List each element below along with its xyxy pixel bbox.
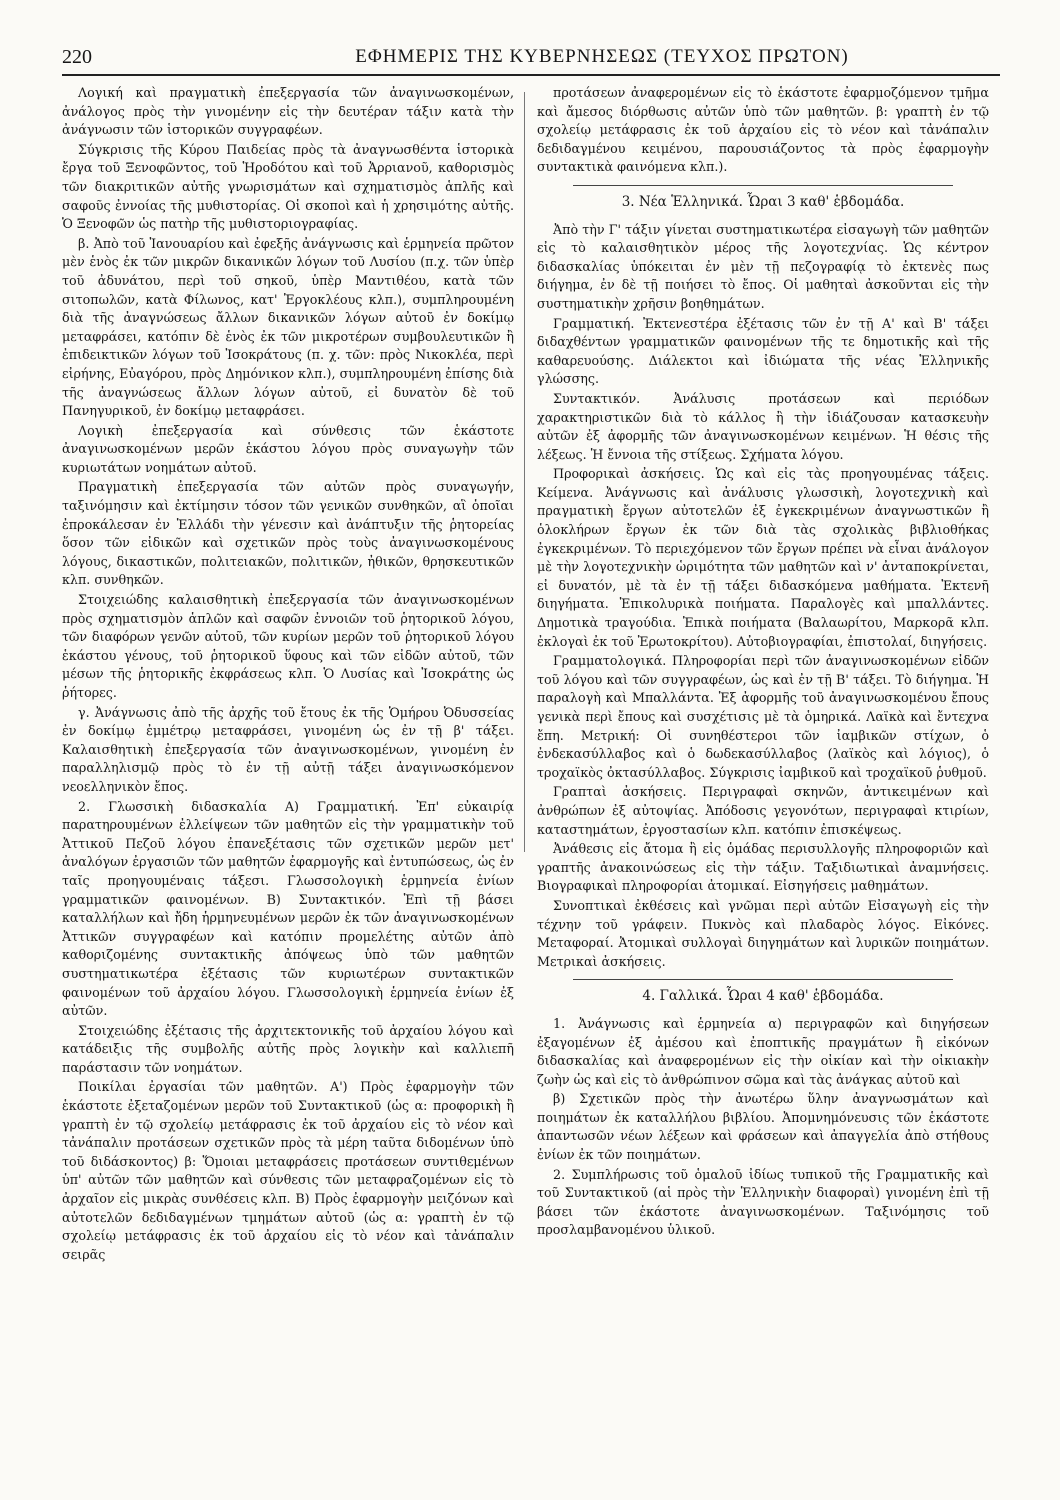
paragraph: Προφορικαὶ ἀσκήσεις. Ὡς καὶ εἰς τὰς προηγουμένας τάξεις. Κείμενα. Ἀνάγνωσις καὶ ἀνάλυσις γλωσσικὴ, λογοτεχνικὴ καὶ πραγματικὴ ἔργων αὐτοτελῶν ἐξ ἐγκεκριμένων ἀναγνωστικῶν ἢ ὁλοκλήρων ἔργων ἐκ τῶν διὰ τὰς σχολικὰς βιβλιοθήκας ἐγκεκριμένων. Τὸ περιεχόμενον τῶν ἔργων πρέπει νὰ εἶναι ἀνάλογον μὲ τὴν λογοτεχνικὴν ὡριμότητα τῶν μαθητῶν καὶ ν' ἀνταποκρίνεται, εἰ δυνατόν, μὲ τὰ ἐν τῇ τάξει διδασκόμενα μαθήματα. Ἐκτενῆ διηγήματα. Ἐπικολυρικὰ ποιήματα. Παραλογὲς καὶ μπαλλάντες. Δημοτικὰ τραγούδια. Ἐπικὰ ποιήματα (Βαλαωρίτου, Μαρκορᾶ κλπ. ἐκλογαὶ ἐκ τοῦ Ἐρωτοκρίτου). Αὐτοβιογραφίαι, ἐπιστολαί, διηγήσεις.: [537, 466, 989, 649]
paragraph: Λογική καὶ πραγματικὴ ἐπεξεργασία τῶν ἀναγινωσκομένων, ἀνάλογος πρὸς τὴν γινομένην εἰς τὴν δευτέραν τάξιν κατὰ τὴν ἀνάγνωσιν τῶν ἱστορικῶν συγγραφέων.: [62, 85, 514, 138]
paragraph: γ. Ἀνάγνωσις ἀπὸ τῆς ἀρχῆς τοῦ ἔτους ἐκ τῆς Ὁμήρου Ὀδυσσείας ἐν δοκίμῳ ἐμμέτρῳ μεταφράσει, γινομένη ὡς ἐν τῇ β' τάξει. Καλαισθητικὴ ἐπεξεργασία τῶν ἀναγινωσκομένων, γινομένη ἐν παραλληλισμῷ πρὸς τὸ ἐν τῇ αὐτῇ τάξει ἀναγινωσκόμενον νεοελληνικὸν ἔπος.: [62, 704, 514, 794]
section-divider: [573, 979, 953, 980]
section-heading-modern-greek: 3. Νέα Ἑλληνικά. Ὧραι 3 καθ' ἑβδομάδα.: [621, 193, 905, 210]
paragraph: 1. Ἀνάγνωσις καὶ ἑρμηνεία α) περιγραφῶν καὶ διηγήσεων ἐξαγομένων ἐξ ἀμέσου καὶ ἐποπτικῆς πραγμάτων ἢ εἰκόνων διδασκαλίας καὶ ἀναφερομένων εἰς τὴν οἰκίαν καὶ τὴν οἰκιακὴν ζωὴν ὡς καὶ εἰς τὸ ἀνθρώπινον σῶμα καὶ τὰς ἀνάγκας αὐτοῦ καὶ: [537, 1015, 989, 1087]
column-divider: [524, 92, 525, 852]
paragraph: 2. Συμπλήρωσις τοῦ ὁμαλοῦ ἰδίως τυπικοῦ τῆς Γραμματικῆς καὶ τοῦ Συντακτικοῦ (αἱ πρὸς τὴν Ἑλληνικὴν διαφοραὶ) γινομένη ἐπὶ τῇ βάσει τῶν ἑκάστοτε ἀναγινωσκομένων. Ταξινόμησις τοῦ προσλαμβανομένου ὑλικοῦ.: [537, 1166, 989, 1238]
left-column: [62, 84, 514, 1464]
paragraph: Πραγματικὴ ἐπεξεργασία τῶν αὐτῶν πρὸς συναγωγήν, ταξινόμησιν καὶ ἐκτίμησιν τόσον τῶν γενικῶν συνθηκῶν, αἳ ὁποῖαι ἐπροκάλεσαν ἐν Ἑλλάδι τὴν γένεσιν καὶ ἀνάπτυξιν τῆς ῥητορείας ὅσον τῶν εἰδικῶν καὶ σχετικῶν πρὸς τοὺς ἀναγινωσκομένους λόγους, δικαστικῶν, πολιτειακῶν, πολιτικῶν, ἠθικῶν, θρησκευτικῶν κλπ. συνθηκῶν.: [62, 479, 514, 588]
paragraph: Ἀπὸ τὴν Γ' τάξιν γίνεται συστηματικωτέρα εἰσαγωγὴ τῶν μαθητῶν εἰς τὸ καλαισθητικὸν μέρος τῆς λογοτεχνίας. Ὡς κέντρον διδασκαλίας ὑπόκειται ἐν μὲν τῇ πεζογραφίᾳ τὸ ἐκτενὲς πως διήγημα, ἐν δὲ τῇ ποιήσει τὸ ἔπος. Οἱ μαθηταὶ ἀσκοῦνται εἰς τὴν συστηματικὴν χρῆσιν βοηθημάτων.: [537, 221, 989, 311]
paragraph: β) Σχετικῶν πρὸς τὴν ἀνωτέρω ὕλην ἀναγνωσμάτων καὶ ποιημάτων ἐκ καταλλήλου βιβλίου. Ἀπομνημόνευσις τῶν ἑκάστοτε ἀπαντωσῶν νέων λέξεων καὶ φράσεων καὶ ἀπαγγελία ἀπὸ στήθους ἐνίων ἐκ τῶν ποιημάτων.: [537, 1091, 989, 1163]
paragraph: Σύγκρισις τῆς Κύρου Παιδείας πρὸς τὰ ἀναγνωσθέντα ἱστορικὰ ἔργα τοῦ Ξενοφῶντος, τοῦ Ἡροδότου καὶ τοῦ Ἀρριανοῦ, καθορισμὸς τῶν διακριτικῶν αὐτῆς γνωρισμάτων καὶ σχηματισμὸς ἁπλῆς καὶ σαφοῦς ἐννοίας τῆς μυθιστορίας. Οἱ σκοποὶ καὶ ἡ χρησιμότης αὐτῆς. Ὁ Ξενοφῶν ὡς πατὴρ τῆς μυθιστοριογραφίας.: [62, 141, 514, 232]
paragraph: Στοιχειώδης καλαισθητικὴ ἐπεξεργασία τῶν ἀναγινωσκομένων πρὸς σχηματισμὸν ἁπλῶν καὶ σαφῶν ἐννοιῶν τοῦ ῥητορικοῦ λόγου, τῶν διαφόρων γενῶν αὐτοῦ, τῶν κυρίων μερῶν τοῦ ῥητορικοῦ λόγου ἑκάστου γένους, τοῦ ῥητορικοῦ ὕφους καὶ τῶν εἰδῶν αὐτοῦ, τῶν μέσων τῆς ῥητορικῆς ἐκφράσεως κλπ. Ὁ Λυσίας καὶ Ἰσοκράτης ὡς ῥήτορες.: [62, 592, 514, 700]
paragraph: Ἀνάθεσις εἰς ἄτομα ἢ εἰς ὁμάδας περισυλλογῆς πληροφοριῶν καὶ γραπτῆς ἀνακοινώσεως εἰς τὴν τάξιν. Ταξιδιωτικαὶ ἀναμνήσεις. Βιογραφικαὶ πληροφορίαι ἀτομικαί. Εἰσηγήσεις μαθημάτων.: [537, 841, 989, 894]
paragraph: Συντακτικόν. Ἀνάλυσις προτάσεων καὶ περιόδων χαρακτηριστικῶν διὰ τὸ κάλλος ἢ τὴν ἰδιάζουσαν κατασκευὴν αὐτῶν ἐξ ἀφορμῆς τῶν ἀναγινωσκομένων κειμένων. Ἡ θέσις τῆς λέξεως. Ἡ ἔννοια τῆς στίξεως. Σχήματα λόγου.: [537, 390, 989, 462]
page-number: 220: [62, 46, 92, 68]
paragraph: Λογικὴ ἐπεξεργασία καὶ σύνθεσις τῶν ἑκάστοτε ἀναγινωσκομένων μερῶν ἑκάστου λόγου πρὸς συναγωγὴν τῶν κυριωτάτων νοημάτων αὐτοῦ.: [62, 422, 514, 475]
right-column: [537, 84, 989, 1464]
paragraph: Ποικίλαι ἐργασίαι τῶν μαθητῶν. Α') Πρὸς ἐφαρμογὴν τῶν ἑκάστοτε ἐξεταζομένων μερῶν τοῦ Συντακτικοῦ (ὡς α: προφορικὴ ἢ γραπτὴ ἐν τῷ σχολείῳ μετάφρασις ἐκ τοῦ ἀρχαίου εἰς τὸ νέον καὶ τἀνάπαλιν προτάσεων σχετικῶν πρὸς τὰ μέρη ταῦτα διδομένων ὑπὸ τοῦ διδάσκοντος) β: Ὅμοιαι μεταφράσεις προτάσεων συντιθεμένων ὑπ' αὐτῶν τῶν μαθητῶν καὶ σύνθεσις τῶν μεταφραζομένων εἰς τὸ ἀρχαῖον εἰς μικρὰς συνθέσεις κλπ. Β) Πρὸς ἐφαρμογὴν μειζόνων καὶ αὐτοτελῶν δεδιδαγμένων τμημάτων αὐτοῦ (ὡς α: γραπτὴ ἐν τῷ σχολείῳ μετάφρασις ἐκ τοῦ ἀρχαίου εἰς τὸ νέον καὶ τἀνάπαλιν σειρᾶς: [62, 1079, 514, 1262]
paragraph: Γραμματολογικά. Πληροφορίαι περὶ τῶν ἀναγινωσκομένων εἰδῶν τοῦ λόγου καὶ τῶν συγγραφέων, ὡς καὶ ἐν τῇ Β' τάξει. Τὸ διήγημα. Ἡ παραλογὴ καὶ Μπαλλάντα. Ἐξ ἀφορμῆς τοῦ ἀναγινωσκομένου ἔπους γενικὰ περὶ ἔπους καὶ συσχέτισις μὲ τὰ ὁμηρικά. Λαϊκὰ καὶ ἔντεχνα ἔπη. Μετρική: Οἱ συνηθέστεροι τῶν ἰαμβικῶν στίχων, ὁ ἐνδεκασύλλαβος καὶ ὁ δωδεκασύλλαβος (λαϊκὸς καὶ λόγιος), ὁ τροχαϊκὸς ὀκτασύλλαβος. Σύγκρισις ἰαμβικοῦ καὶ τροχαϊκοῦ ῥυθμοῦ.: [537, 653, 989, 780]
paragraph: Γραμματική. Ἐκτενεστέρα ἐξέτασις τῶν ἐν τῇ Α' καὶ Β' τάξει διδαχθέντων γραμματικῶν φαινομένων τῆς τε δημοτικῆς καὶ τῆς καθαρευούσης. Διάλεκτοι καὶ ἰδιώματα τῆς νέας Ἑλληνικῆς γλώσσης.: [537, 315, 989, 387]
paragraph: 2. Γλωσσικὴ διδασκαλία Α) Γραμματική. Ἐπ' εὐκαιρίᾳ παρατηρουμένων ἐλλείψεων τῶν μαθητῶν εἰς τὴν γραμματικὴν τοῦ Ἀττικοῦ Πεζοῦ λόγου ἐπανεξέτασις τῶν σχετικῶν μερῶν μετ' ἀναλόγων ἐργασιῶν τῶν μαθητῶν ἐφαρμογῆς καὶ ἐντυπώσεως, ὡς ἐν ταῖς προηγουμέναις τάξεσι. Γλωσσολογικὴ ἑρμηνεία ἐνίων γραμματικῶν φαινομένων. Β) Συντακτικόν. Ἐπὶ τῇ βάσει καταλλήλων καὶ ἤδη ἡρμηνευμένων μερῶν ἐκ τῶν ἀναγινωσκομένων Ἀττικῶν συγγραφέων καὶ κατόπιν προμελέτης αὐτῶν ἀπὸ καθοριζομένης συντακτικῆς ἀπόψεως ὑπὸ τῶν μαθητῶν συστηματικωτέρα ἐξέτασις τῶν κυριωτέρων συντακτικῶν φαινομένων τοῦ ἀρχαίου λόγου. Γλωσσολογικὴ ἑρμηνεία ἐνίων ἐξ αὐτῶν.: [62, 798, 514, 1019]
section-divider: [573, 185, 953, 186]
paragraph: Συνοπτικαὶ ἐκθέσεις καὶ γνῶμαι περὶ αὐτῶν Εἰσαγωγὴ εἰς τὴν τέχνην τοῦ γράφειν. Πυκνὸς καὶ πλαδαρὸς λόγος. Εἰκόνες. Μεταφοραί. Ἀτομικαὶ συλλογαὶ διηγημάτων καὶ λυρικῶν ποιημάτων. Μετρικαὶ ἀσκήσεις.: [537, 897, 989, 969]
paragraph: Γραπταὶ ἀσκήσεις. Περιγραφαὶ σκηνῶν, ἀντικειμένων καὶ ἀνθρώπων ἐξ αὐτοψίας. Ἀπόδοσις γεγονότων, περιγραφαὶ κτιρίων, καταστημάτων, ἐργοστασίων κλπ. κατόπιν ἐπισκέψεως.: [537, 784, 989, 837]
paragraph: β. Ἀπὸ τοῦ Ἰανουαρίου καὶ ἐφεξῆς ἀνάγνωσις καὶ ἑρμηνεία πρῶτον μὲν ἑνὸς ἐκ τῶν μικρῶν δικανικῶν λόγων τοῦ Λυσίου (π.χ. τῶν ὑπὲρ τοῦ ἀδυνάτου, περὶ τοῦ σηκοῦ, ὑπὲρ Μαντιθέου, κατὰ τῶν σιτοπωλῶν, κατὰ Φίλωνος, κατ' Ἐργοκλέους κλπ.), συμπληρουμένη διὰ τῆς ἀναγνώσεως ἄλλων δικανικῶν λόγων αὐτοῦ ἐν δοκίμῳ μεταφράσει, κατόπιν δὲ ἑνὸς ἐκ τῶν μικροτέρων συμβουλευτικῶν ἢ ἐπιδεικτικῶν λόγων τοῦ Ἰσοκράτους (π. χ. τῶν: πρὸς Νικοκλέα, περὶ εἰρήνης, Εὐαγόρου, πρὸς Δημόνικον κλπ.), συμπληρουμένη ἐπίσης διὰ τῆς ἀναγνώσεως ἄλλων λόγων αὐτοῦ, εἰ δυνατὸν δὲ τοῦ Πανηγυρικοῦ, ἐν δοκίμῳ μεταφράσει.: [62, 235, 514, 419]
page-header: [62, 44, 1000, 76]
running-title: ΕΦΗΜΕΡΙΣ ΤΗΣ ΚΥΒΕΡΝΗΣΕΩΣ (ΤΕΥΧΟΣ ΠΡΩΤΟΝ): [355, 46, 849, 67]
section-heading-french: 4. Γαλλικά. Ὧραι 4 καθ' ἑβδομάδα.: [642, 988, 884, 1005]
paragraph: προτάσεων ἀναφερομένων εἰς τὸ ἑκάστοτε ἐφαρμοζόμενον τμῆμα καὶ ἄμεσος διόρθωσις αὐτῶν ὑπὸ τῶν μαθητῶν. β: γραπτὴ ἐν τῷ σχολείῳ μετάφρασις ἐκ τοῦ ἀρχαίου εἰς τὸ νέον καὶ τἀνάπαλιν δεδιδαγμένου κειμένου, παρουσιάζοντος τὰ πρὸς ἐφαρμογὴν συντακτικὰ φαινόμενα κλπ.).: [537, 85, 989, 175]
paragraph: Στοιχειώδης ἐξέτασις τῆς ἀρχιτεκτονικῆς τοῦ ἀρχαίου λόγου καὶ κατάδειξις τῆς συμβολῆς αὐτῆς πρὸς λογικὴν καὶ καλλιεπῆ παράστασιν τῶν νοημάτων.: [62, 1022, 514, 1075]
